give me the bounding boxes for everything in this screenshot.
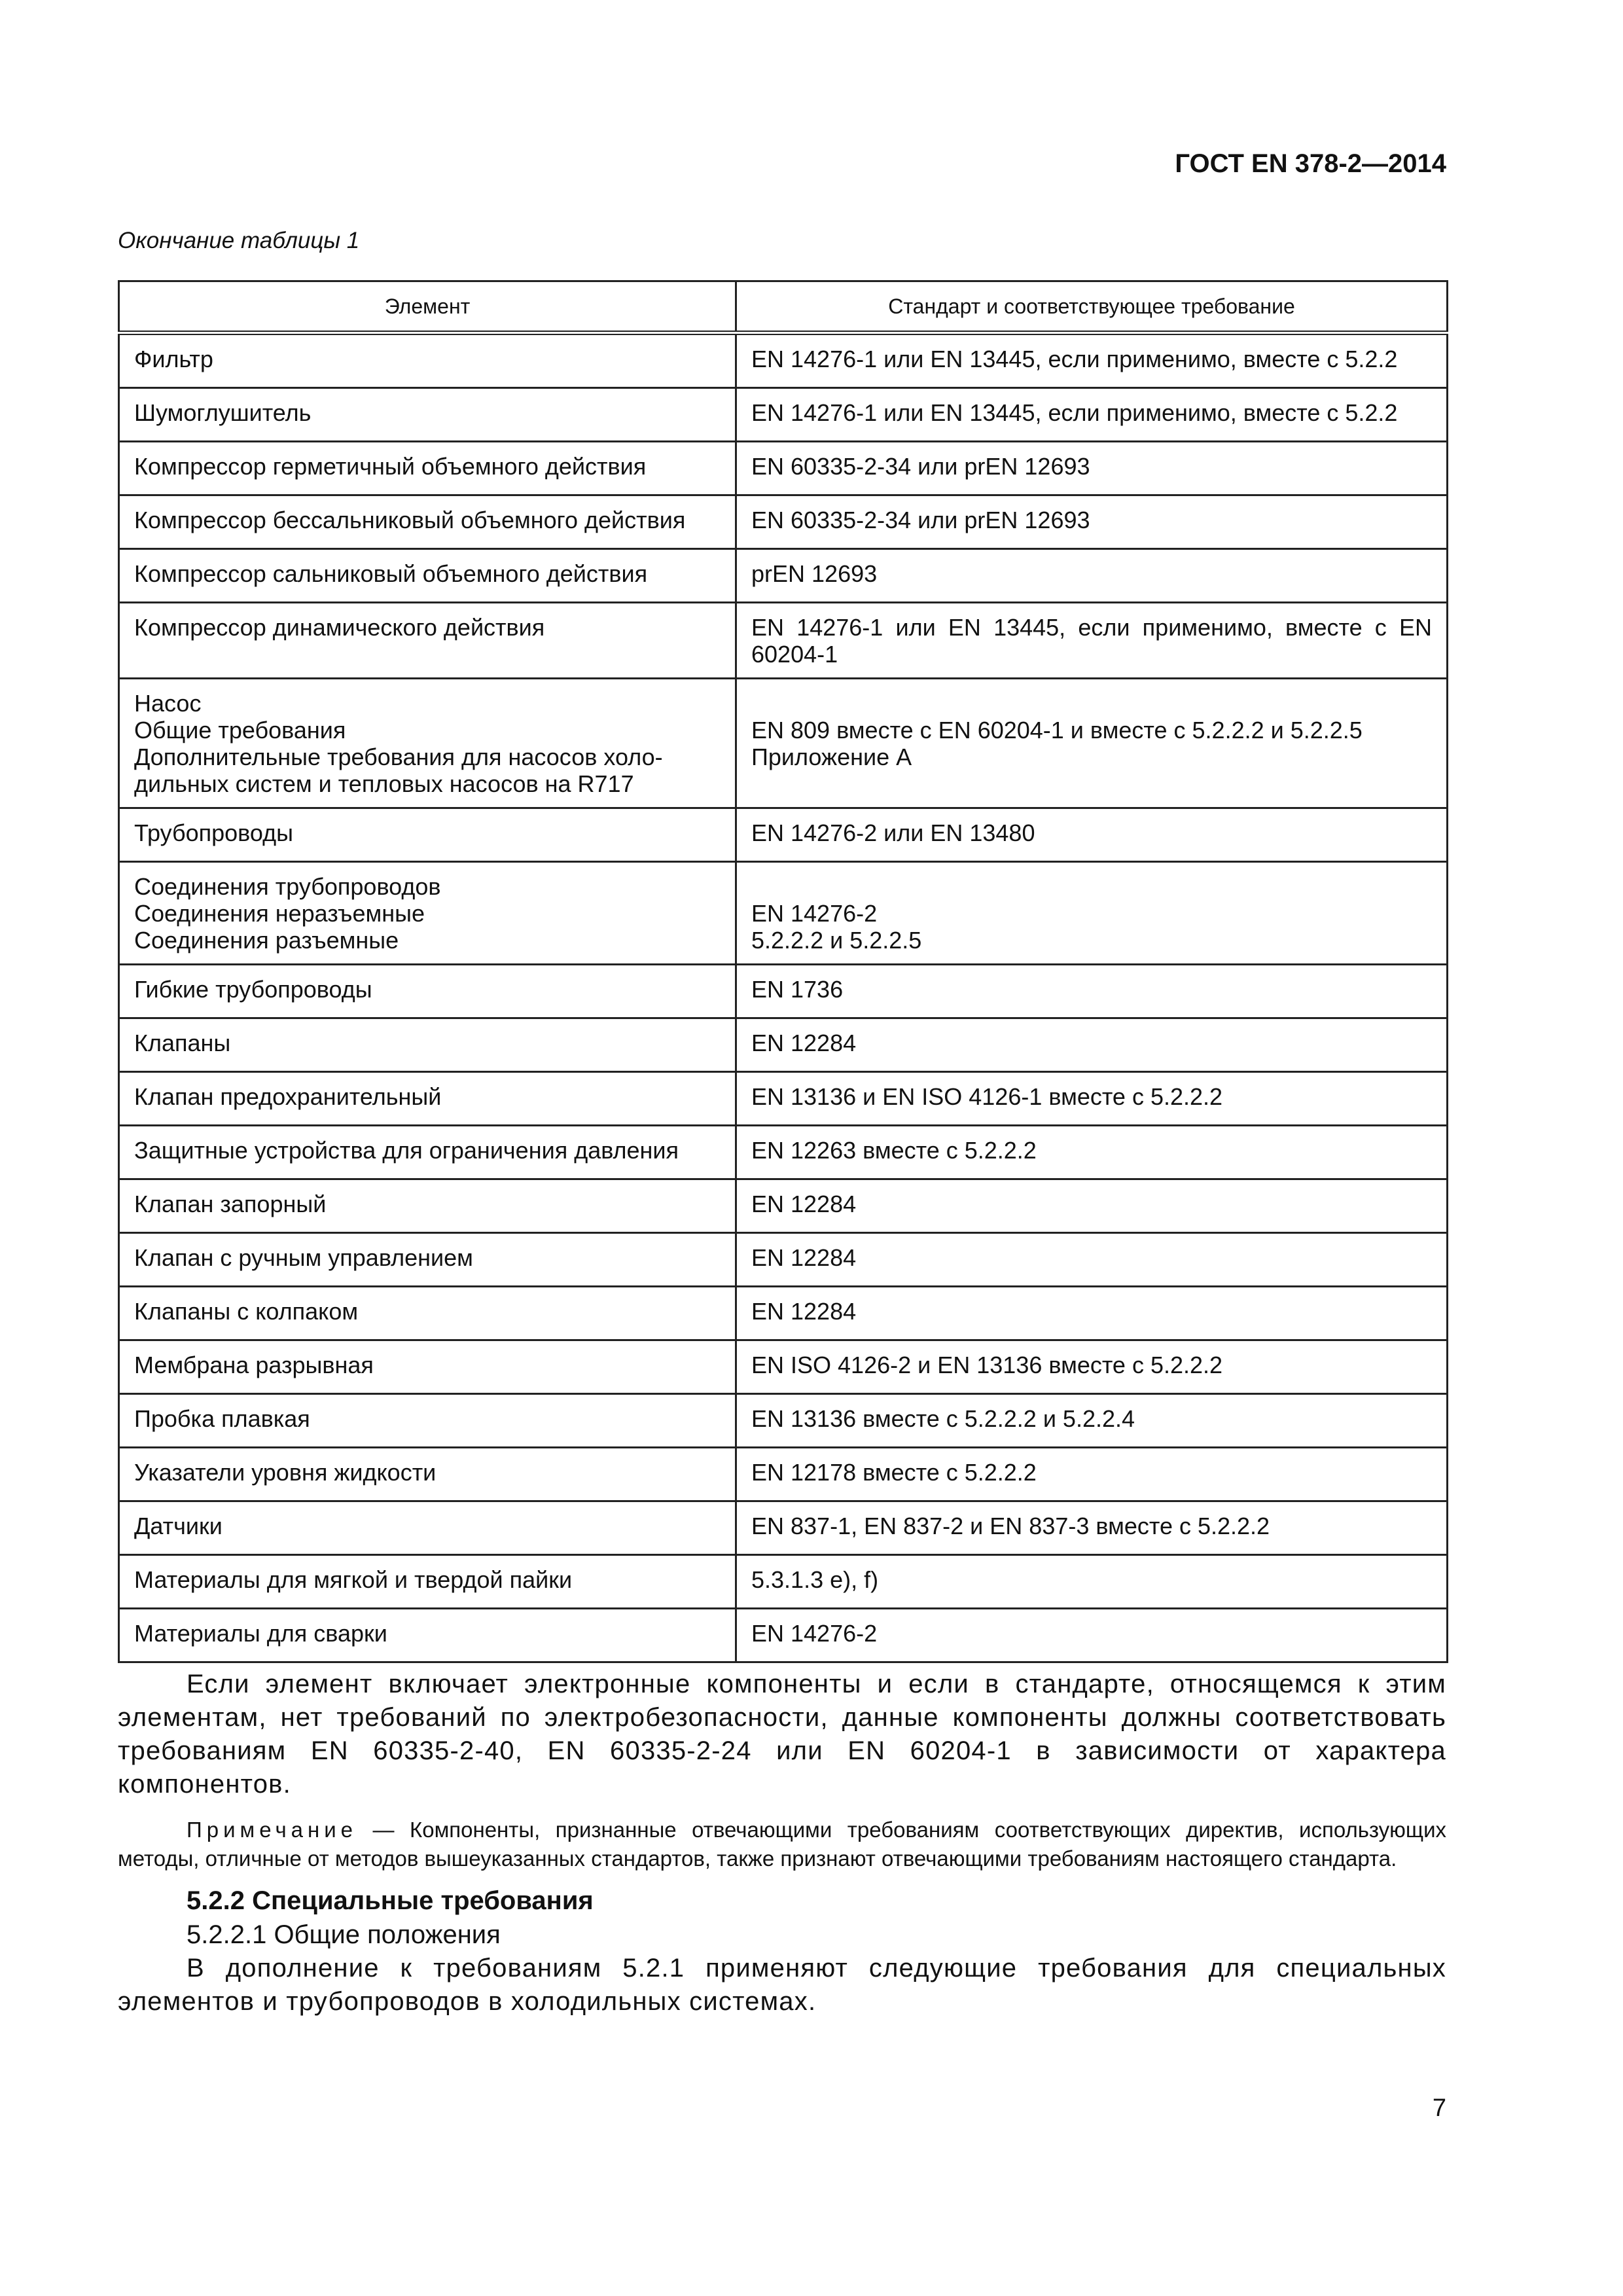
cell-element <box>119 333 736 388</box>
table-row <box>119 1126 1448 1179</box>
standard-text: EN 12284 <box>751 1244 857 1271</box>
standard-text: EN 12284 <box>751 1191 857 1217</box>
element-text: Компрессор бессальниковый объемного действия <box>134 507 686 533</box>
table-row <box>119 679 1448 808</box>
element-text: Дополнительные требования для насосов холо- <box>134 744 663 770</box>
element-text: Фильтр <box>134 346 213 372</box>
element-text: Компрессор сальниковый объемного действия <box>134 560 648 587</box>
standard-text: EN 14276-2 <box>751 900 878 927</box>
element-text: Компрессор герметичный объемного действия <box>134 453 647 480</box>
cell-standard <box>736 1179 1448 1233</box>
cell-element <box>119 388 736 442</box>
element-text: Соединения разъемные <box>134 927 399 954</box>
cell-standard <box>736 679 1448 808</box>
page-number: 7 <box>1432 2094 1446 2122</box>
table-row <box>119 1394 1448 1448</box>
element-text: Компрессор динамического действия <box>134 614 545 641</box>
table-row <box>119 1555 1448 1609</box>
cell-standard <box>736 1448 1448 1501</box>
standard-text: 5.2.2.2 и 5.2.2.5 <box>751 927 922 954</box>
table-row <box>119 862 1448 965</box>
element-text: Материалы для мягкой и твердой пайки <box>134 1566 573 1593</box>
note-text: — Компоненты, признанные отвечающими требованиям соответствующих директив, использующих методы, отличные от методов вышеуказанных стандартов, также признают отвечающими требованиям настоящего стандарта. <box>118 1818 1446 1871</box>
standard-text: EN 14276-1 или EN 13445, если применимо, вместе с 5.2.2 <box>751 346 1398 372</box>
element-text: Шумоглушитель <box>134 399 312 426</box>
paragraph-additional: В дополнение к требованиям 5.2.1 применяют следующие требования для специальных элементов и трубопроводов в холодильных системах. <box>118 1954 1446 2016</box>
standard-text: EN 60335-2-34 или prEN 12693 <box>751 453 1090 480</box>
table-row <box>119 495 1448 549</box>
standard-text: EN 1736 <box>751 976 844 1003</box>
cell-element <box>119 1287 736 1340</box>
column-header-standard: Стандарт и соответствующее требование <box>736 281 1448 333</box>
cell-standard <box>736 1609 1448 1662</box>
cell-element <box>119 1340 736 1394</box>
element-text: Трубопроводы <box>134 819 293 846</box>
cell-standard <box>736 1233 1448 1287</box>
element-text: Пробка плавкая <box>134 1405 310 1432</box>
element-text: Клапан предохранительный <box>134 1083 442 1110</box>
cell-standard <box>736 965 1448 1018</box>
cell-standard <box>736 495 1448 549</box>
standard-text: EN 13136 вместе с 5.2.2.2 и 5.2.2.4 <box>751 1405 1135 1432</box>
document-code: ГОСТ EN 378-2—2014 <box>1175 149 1446 178</box>
cell-element <box>119 1018 736 1072</box>
cell-element <box>119 679 736 808</box>
paragraph-electronics: Если элемент включает электронные компоненты и если в стандарте, относящемся к этим элементам, нет требований по электробезопасности, данные компоненты должны соответствовать требованиям EN 60335-2-40, EN 60335-2-24 или EN 60204-1 в зависимости от характера компонентов. <box>118 1670 1446 1799</box>
standard-text: prEN 12693 <box>751 560 878 587</box>
cell-element <box>119 495 736 549</box>
standard-text <box>751 873 1432 900</box>
standard-text: EN 837-1, EN 837-2 и EN 837-3 вместе с 5.2.2.2 <box>751 1513 1270 1539</box>
table-row <box>119 1340 1448 1394</box>
table-row <box>119 1501 1448 1555</box>
element-text: Клапаны с колпаком <box>134 1298 359 1325</box>
element-text: Клапан с ручным управлением <box>134 1244 473 1271</box>
cell-element <box>119 1233 736 1287</box>
table-body <box>119 333 1448 1662</box>
element-text: Материалы для сварки <box>134 1620 387 1647</box>
cell-element <box>119 549 736 603</box>
cell-element <box>119 1448 736 1501</box>
element-text: Мембрана разрывная <box>134 1352 374 1378</box>
cell-element <box>119 603 736 679</box>
cell-element <box>119 808 736 862</box>
cell-standard <box>736 333 1448 388</box>
element-text: Защитные устройства для ограничения давления <box>134 1137 679 1164</box>
cell-standard <box>736 442 1448 495</box>
standard-text: EN 12284 <box>751 1298 857 1325</box>
cell-standard <box>736 1555 1448 1609</box>
cell-standard <box>736 1126 1448 1179</box>
table-row <box>119 603 1448 679</box>
cell-element <box>119 1072 736 1126</box>
standard-text: Приложение А <box>751 744 912 770</box>
column-header-element: Элемент <box>119 281 736 333</box>
note <box>118 1816 1446 1873</box>
cell-element <box>119 1501 736 1555</box>
table-row <box>119 1179 1448 1233</box>
standard-text: 5.3.1.3 е), f) <box>751 1566 879 1593</box>
table-row <box>119 388 1448 442</box>
element-text: Клапан запорный <box>134 1191 327 1217</box>
table-header-row <box>119 281 1448 333</box>
cell-element <box>119 1555 736 1609</box>
cell-element <box>119 965 736 1018</box>
cell-standard <box>736 1394 1448 1448</box>
standard-text: EN 809 вместе с EN 60204-1 и вместе с 5.2.2.2 и 5.2.2.5 <box>751 717 1363 744</box>
cell-standard <box>736 388 1448 442</box>
cell-standard <box>736 1018 1448 1072</box>
element-text: Насос <box>134 690 202 717</box>
standard-text: EN 12284 <box>751 1030 857 1056</box>
table-row <box>119 808 1448 862</box>
body-text <box>118 1668 1446 2018</box>
table-row <box>119 1018 1448 1072</box>
standard-text: EN 13136 и EN ISO 4126-1 вместе с 5.2.2.2 <box>751 1083 1223 1110</box>
section-heading: 5.2.2 Специальные требования <box>187 1886 594 1915</box>
cell-standard <box>736 862 1448 965</box>
table-row <box>119 549 1448 603</box>
cell-element <box>119 442 736 495</box>
requirements-table <box>118 280 1448 1663</box>
cell-element <box>119 862 736 965</box>
standard-text: EN 60335-2-34 или prEN 12693 <box>751 507 1090 533</box>
table-row <box>119 333 1448 388</box>
cell-standard <box>736 1287 1448 1340</box>
element-text: дильных систем и тепловых насосов на R717 <box>134 770 634 797</box>
table-row <box>119 442 1448 495</box>
standard-text: EN 12263 вместе с 5.2.2.2 <box>751 1137 1037 1164</box>
cell-element <box>119 1609 736 1662</box>
table-row <box>119 1287 1448 1340</box>
cell-element <box>119 1126 736 1179</box>
standard-text: EN 14276-2 <box>751 1620 878 1647</box>
element-text: Гибкие трубопроводы <box>134 976 372 1003</box>
standard-text <box>751 690 1432 717</box>
table-row <box>119 965 1448 1018</box>
element-text: Датчики <box>134 1513 223 1539</box>
element-text: Соединения неразъемные <box>134 900 425 927</box>
standard-text: EN 14276-1 или EN 13445, если применимо, вместе с 5.2.2 <box>751 399 1398 426</box>
cell-standard <box>736 1340 1448 1394</box>
element-text: Соединения трубопроводов <box>134 873 441 900</box>
cell-element <box>119 1394 736 1448</box>
table-row <box>119 1609 1448 1662</box>
standard-text: EN 14276-1 или EN 13445, если применимо, вместе с EN 60204-1 <box>751 614 1439 668</box>
subsection-heading: 5.2.2.1 Общие положения <box>187 1920 501 1949</box>
table-row <box>119 1233 1448 1287</box>
standard-text: EN 14276-2 или EN 13480 <box>751 819 1035 846</box>
cell-standard <box>736 549 1448 603</box>
table-row <box>119 1072 1448 1126</box>
table-row <box>119 1448 1448 1501</box>
element-text: Общие требования <box>134 717 346 744</box>
cell-element <box>119 1179 736 1233</box>
cell-standard <box>736 1501 1448 1555</box>
table-caption: Окончание таблицы 1 <box>118 228 360 253</box>
standard-text: EN 12178 вместе с 5.2.2.2 <box>751 1459 1037 1486</box>
cell-standard <box>736 1072 1448 1126</box>
standard-text: EN ISO 4126-2 и EN 13136 вместе с 5.2.2.2 <box>751 1352 1223 1378</box>
cell-standard <box>736 603 1448 679</box>
cell-standard <box>736 808 1448 862</box>
element-text: Клапаны <box>134 1030 231 1056</box>
element-text: Указатели уровня жидкости <box>134 1459 437 1486</box>
note-label: Примечание <box>187 1818 358 1842</box>
